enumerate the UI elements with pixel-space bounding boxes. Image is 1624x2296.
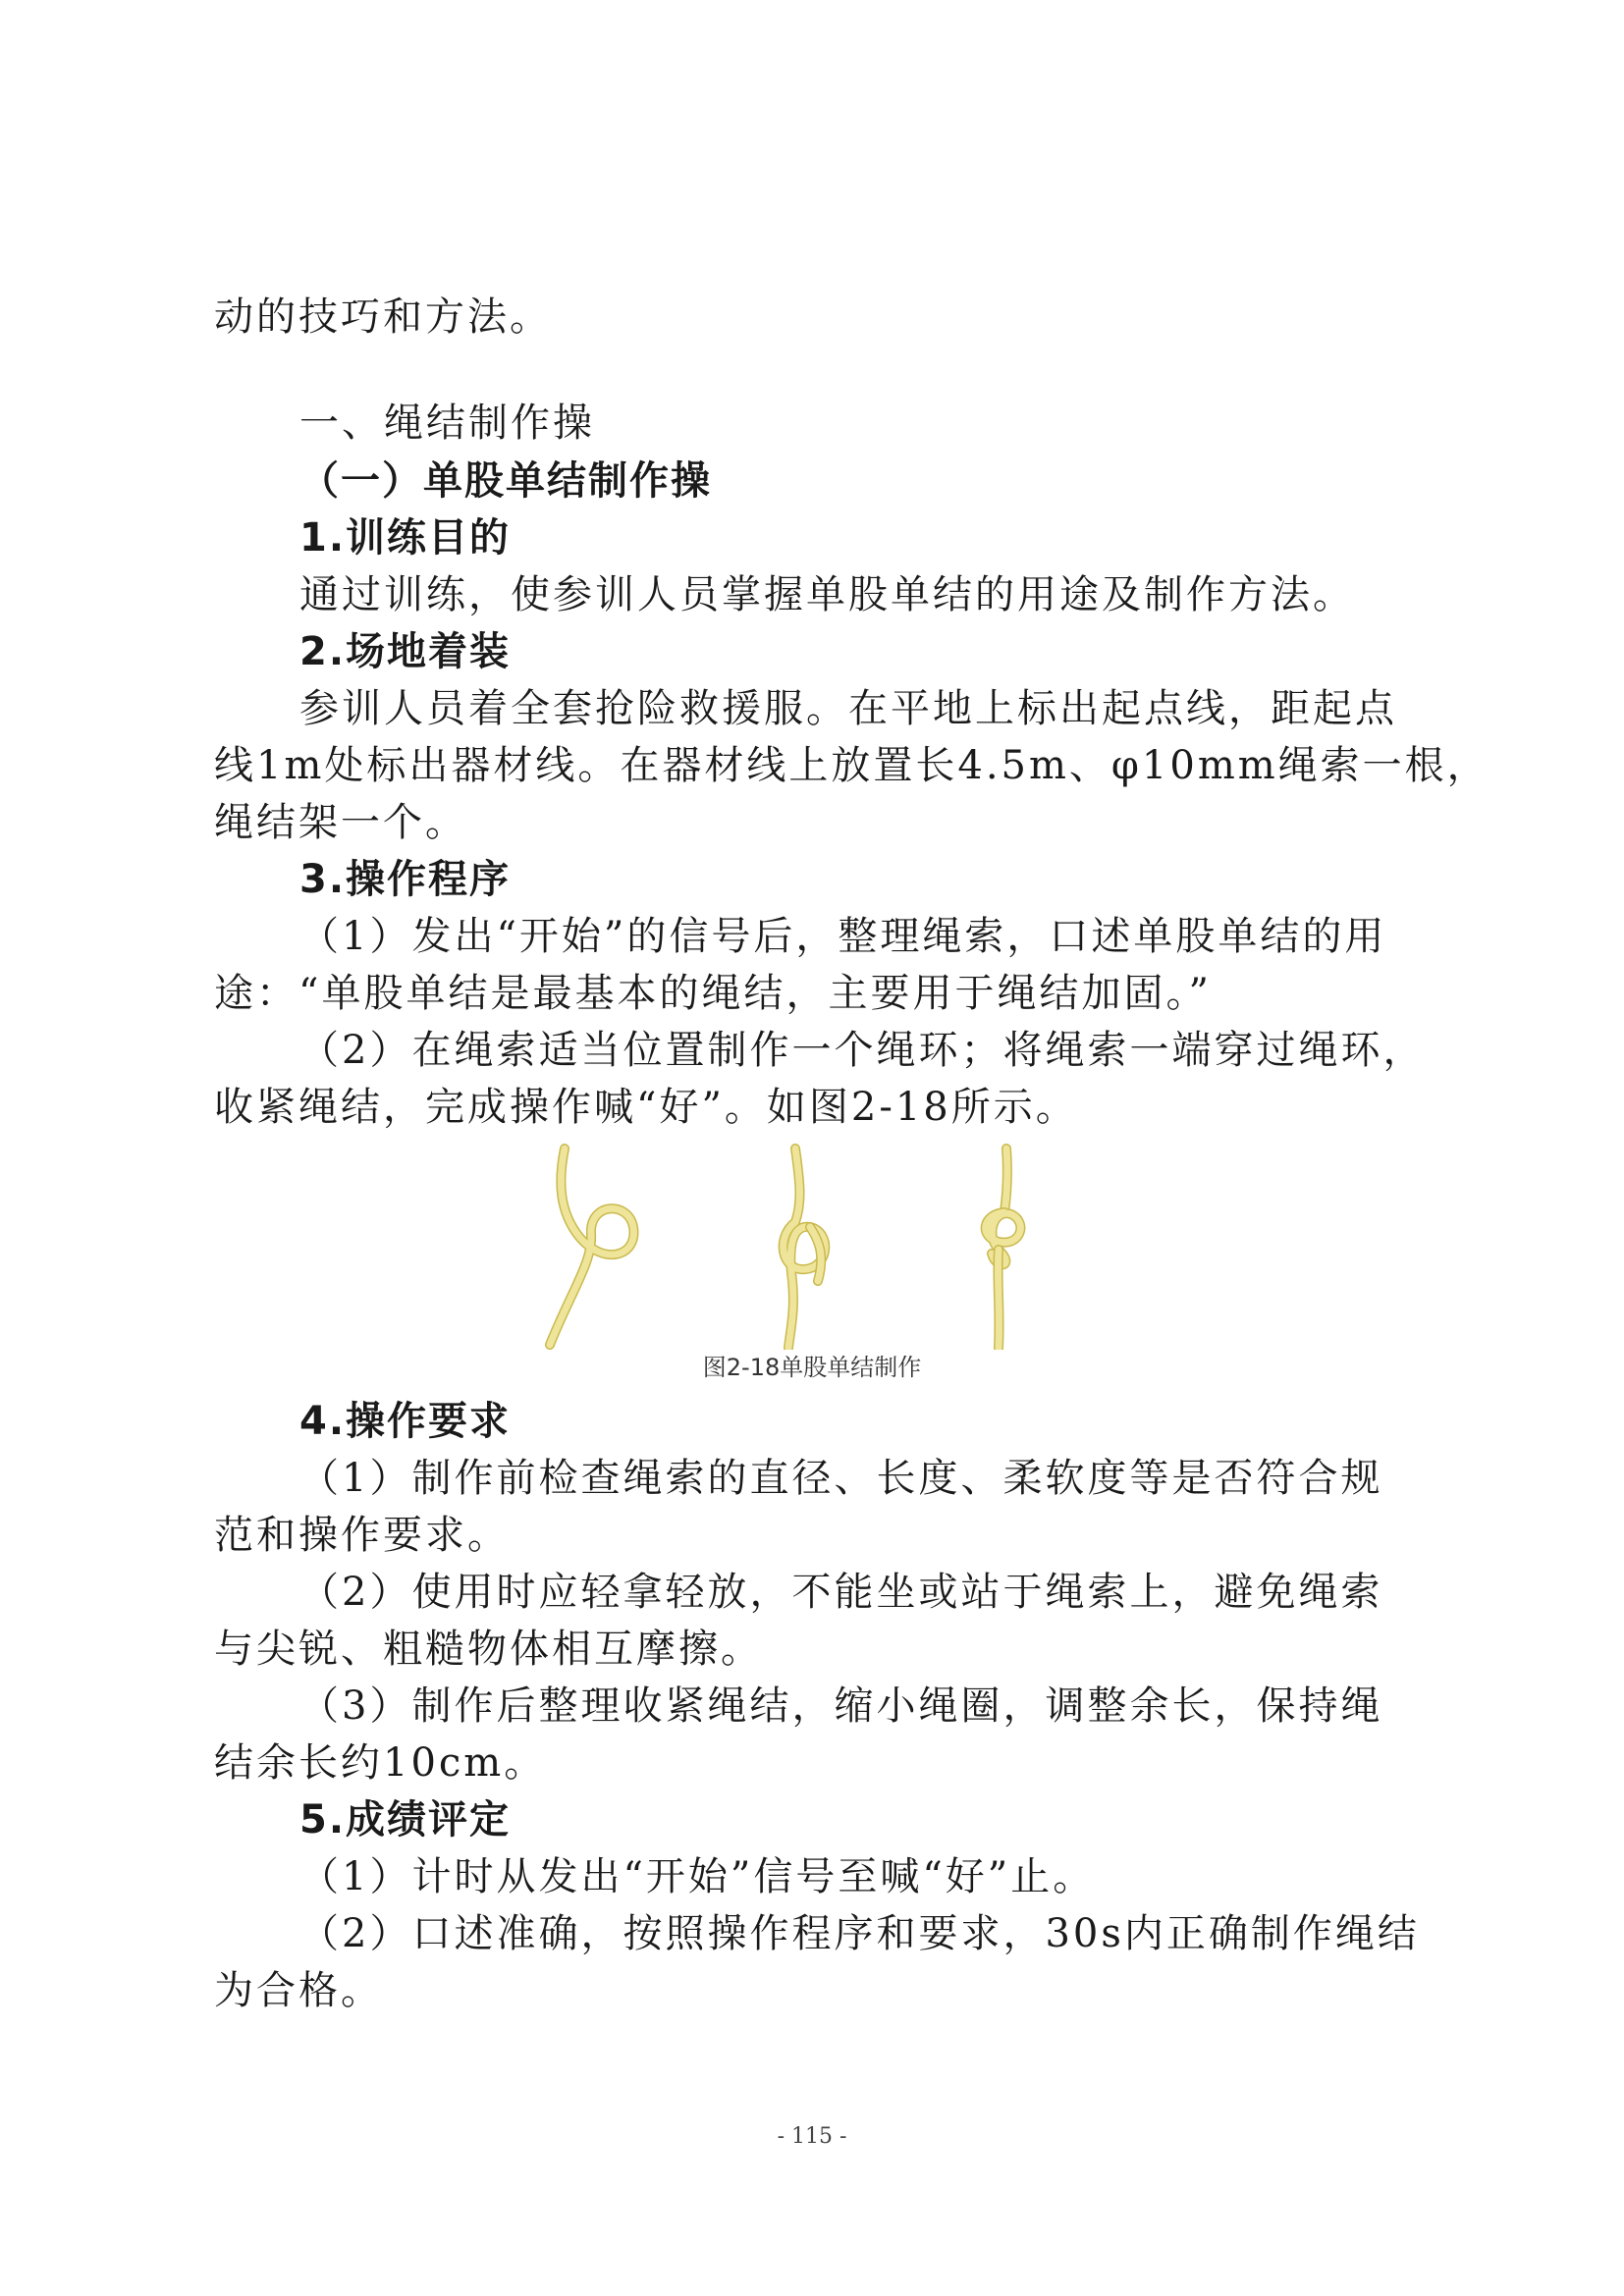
requirement-1-line-1: （1）制作前检查绳索的直径、长度、柔软度等是否符合规: [299, 1456, 1383, 1501]
procedure-step-2-line-1: （2）在绳索适当位置制作一个绳环；将绳索一端穿过绳环，: [299, 1028, 1426, 1073]
knot-figure: [530, 1144, 1080, 1350]
requirement-1-line-2: 范和操作要求。: [214, 1513, 510, 1558]
text-line-continuation: 动的技巧和方法。: [214, 294, 552, 340]
procedure-step-1-line-2: 途：“单股单结是最基本的绳结，主要用于绳结加固。”: [214, 971, 1212, 1016]
requirement-3-line-2: 结余长约10cm。: [214, 1740, 547, 1786]
paragraph-venue-line-1: 参训人员着全套抢险救援服。在平地上标出起点线，距起点: [299, 686, 1397, 731]
subsection-heading: （一）单股单结制作操: [299, 458, 712, 504]
knot-step-3-image: [938, 1144, 1075, 1350]
paragraph-training-purpose: 通过训练，使参训人员掌握单股单结的用途及制作方法。: [299, 572, 1355, 617]
paragraph-venue-line-2: 线1m处标出器材线。在器材线上放置长4.5m、φ10mm绳索一根，: [214, 743, 1489, 788]
assessment-2-line-1: （2）口述准确，按照操作程序和要求，30s内正确制作绳结: [299, 1911, 1420, 1956]
procedure-step-2-line-2: 收紧绳结，完成操作喊“好”。如图2-18所示。: [214, 1085, 1078, 1130]
heading-requirements: 4.操作要求: [299, 1399, 512, 1444]
section-heading: 一、绳结制作操: [299, 400, 595, 446]
heading-venue-attire: 2.场地着装: [299, 629, 512, 674]
page-number: - 115 -: [777, 2124, 847, 2149]
assessment-1: （1）计时从发出“开始”信号至喊“好”止。: [299, 1854, 1096, 1899]
procedure-step-1-line-1: （1）发出“开始”的信号后，整理绳索，口述单股单结的用: [299, 914, 1387, 959]
assessment-2-line-2: 为合格。: [214, 1968, 383, 2013]
knot-step-1-image: [530, 1144, 668, 1350]
requirement-2-line-1: （2）使用时应轻拿轻放，不能坐或站于绳索上，避免绳索: [299, 1570, 1383, 1615]
knot-step-2-image: [741, 1144, 879, 1350]
requirement-3-line-1: （3）制作后整理收紧绳结，缩小绳圈，调整余长，保持绳: [299, 1683, 1383, 1729]
requirement-2-line-2: 与尖锐、粗糙物体相互摩擦。: [214, 1627, 763, 1672]
heading-assessment: 5.成绩评定: [299, 1797, 512, 1842]
heading-training-purpose: 1.训练目的: [299, 515, 512, 561]
heading-procedure: 3.操作程序: [299, 857, 512, 902]
paragraph-venue-line-3: 绳结架一个。: [214, 800, 467, 845]
figure-caption: 图2-18单股单结制作: [702, 1354, 922, 1381]
